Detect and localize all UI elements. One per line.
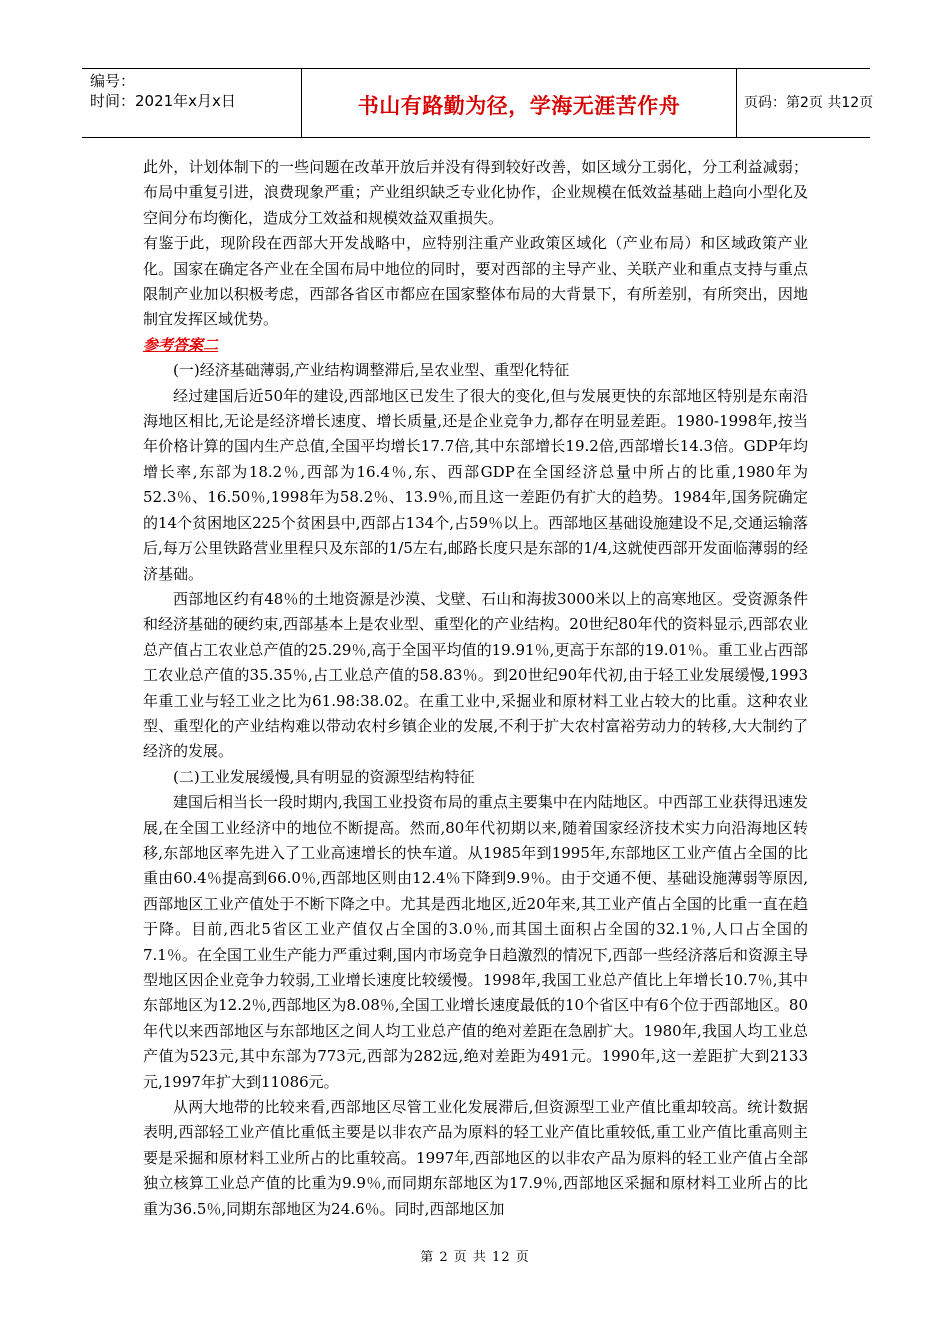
page-footer: 第 2 页 共 12 页 <box>420 1250 530 1265</box>
section-heading: (二)工业发展缓慢,具有明显的资源型结构特征 <box>173 767 475 786</box>
reference-answer-label: 参考答案二 <box>143 335 219 354</box>
answer-heading <box>143 333 808 358</box>
header-meta <box>90 71 290 111</box>
body-paragraph: 经过建国后近50年的建设,西部地区已发生了很大的变化,但与发展更快的东部地区特别是东南沿海地区相比,无论是经济增长速度、增长质量,还是企业竞争力,都存在明显差距。1980-1998年,按当年价格计算的国内生产总值,全国平均增长17.7倍,其中东部增长19.2倍,西部增长14.3倍。GDP年均增长率,东部为18.2％,西部为16.4％,东、西部GDP在全国经济总量中所占的比重,1980年为52.3％、16.50％,1998年为58.2％、13.9％,而且这一差距仍有扩大的趋势。1984年,国务院确定的14个贫困地区225个贫困县中,西部占134个,占59％以上。西部地区基础设施建设不足,交通运输落后,每万公里铁路营业里程只及东部的1/5左右,邮路长度只是东部的1/4,这就使西部开发面临薄弱的经济基础。 <box>143 386 808 583</box>
section-heading: (一)经济基础薄弱,产业结构调整滞后,呈农业型、重型化特征 <box>173 361 570 380</box>
motto-text: 书山有路勤为径，学海无涯苦作舟 <box>357 94 681 118</box>
body-paragraph: 从两大地带的比较来看,西部地区尽管工业化发展滞后,但资源型工业产值比重却较高。统计数据表明,西部轻工业产值比重低主要是以非农产品为原料的轻工业产值比重较低,重工业产值比重高则主要是采掘和原材料工业所占的比重较高。1997年,西部地区的以非农产品为原料的轻工业产值占全部独立核算工业总产值的比重为9.9％,而同期东部地区为17.9％,西部地区采掘和原材料工业所占的比重为36.5％,同期东部地区为24.6％。同时,西部地区加 <box>143 1098 808 1218</box>
date-label: 时间：2021年x月x日 <box>90 92 236 110</box>
body-paragraph: 此外，计划体制下的一些问题在改革开放后并没有得到较好改善，如区域分工弱化，分工利益减弱；布局中重复引进，浪费现象严重；产业组织缺乏专业化协作，企业规模在低效益基础上趋向小型化及空间分布均衡化，造成分工效益和规模效益双重损失。 <box>143 158 808 227</box>
document-body <box>143 155 808 1222</box>
body-paragraph: 有鉴于此，现阶段在西部大开发战略中，应特别注重产业政策区域化（产业布局）和区域政策产业化。国家在确定各产业在全国布局中地位的同时，要对西部的主导产业、关联产业和重点支持与重点限制产业加以积极考虑，西部各省区市都应在国家整体布局的大背景下，有所差别，有所突出，因地制宜发挥区域优势。 <box>143 234 808 329</box>
body-paragraph: 建国后相当长一段时期内,我国工业投资布局的重点主要集中在内陆地区。中西部工业获得迅速发展,在全国工业经济中的地位不断提高。然而,80年代初期以来,随着国家经济技术实力向沿海地区转移,东部地区率先进入了工业高速增长的快车道。从1985年到1995年,东部地区工业产值占全国的比重由60.4％提高到66.0％,西部地区则由12.4％下降到9.9％。由于交通不便、基础设施薄弱等原因,西部地区工业产值处于不断下降之中。尤其是西北地区,近20年来,其工业产值占全国的比重一直在趋于降。目前,西北5省区工业产值仅占全国的3.0％,而其国土面积占全国的32.1％,人口占全国的7.1％。在全国工业生产能力严重过剩,国内市场竞争日趋激烈的情况下,西部一些经济落后和资源主导型地区因企业竞争力较弱,工业增长速度比较缓慢。1998年,我国工业总产值比上年增长10.7％,其中东部地区为12.2％,西部地区为8.08％,全国工业增长速度最低的10个省区中有6个位于西部地区。80年代以来西部地区与东部地区之间人均工业总产值的绝对差距在急剧扩大。1980年,我国人均工业总产值为523元,其中东部为773元,西部为282远,绝对差距为491元。1990年,这一差距扩大到2133元,1997年扩大到11086元。 <box>143 793 808 1091</box>
header-page-number: 页码：第2页 共12页 <box>744 95 874 111</box>
serial-number-label: 编号： <box>90 72 136 90</box>
header-motto-cell <box>301 69 737 137</box>
page-header <box>82 68 874 138</box>
body-paragraph: 西部地区约有48％的土地资源是沙漠、戈壁、石山和海拔3000米以上的高寒地区。受资源条件和经济基础的硬约束,西部基本上是农业型、重型化的产业结构。20世纪80年代的资料显示,西部农业总产值占工农业总产值的25.29％,高于全国平均值的19.91％,更高于东部的19.01％。重工业占西部工农业总产值的35.35％,占工业总产值的58.83％。到20世纪90年代初,由于轻工业发展缓慢,1993年重工业与轻工业之比为61.98:38.02。在重工业中,采掘业和原材料工业占较大的比重。这种农业型、重型化的产业结构难以带动农村乡镇企业的发展,不利于扩大农村富裕劳动力的转移,大大制约了经济的发展。 <box>143 589 808 761</box>
